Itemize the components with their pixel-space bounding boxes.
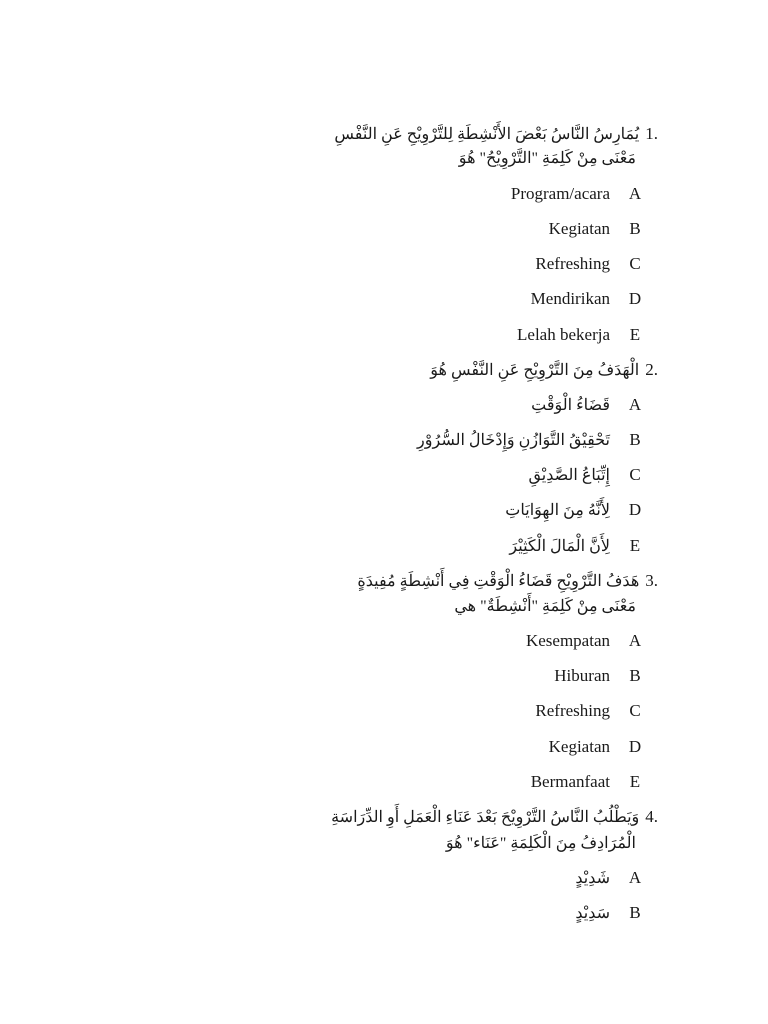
option-text: Lelah bekerja [517, 325, 610, 344]
option-letter: A [628, 184, 642, 203]
option-text: Hiburan [554, 666, 610, 685]
option-letter: C [629, 701, 641, 720]
option-1a[interactable] [511, 182, 642, 206]
option-text: Program/acara [510, 184, 610, 203]
option-text: شَدِيْدٍ [575, 870, 610, 887]
question-continuation: مَعْنَى مِنْ كَلِمَةِ "التَّرْوِيْحُ" هُوَ [458, 150, 636, 167]
option-letter: C [629, 254, 641, 273]
option-text: Kesempatan [525, 631, 610, 650]
question-number: 2. [645, 360, 658, 379]
option-text: تَحْقِيْقُ التَّوَازُنِ وَإِدْخَالُ السُّرُوْرِ [417, 432, 610, 449]
option-3c[interactable] [535, 699, 642, 723]
option-letter: C [629, 465, 641, 484]
option-letter: E [629, 536, 641, 555]
option-2c[interactable] [528, 463, 642, 487]
option-letter: B [629, 219, 641, 238]
option-text: سَدِيْدٍ [575, 905, 610, 922]
option-letter: D [628, 289, 642, 308]
option-letter: A [628, 395, 642, 414]
option-letter: D [628, 737, 642, 756]
option-3d[interactable] [549, 735, 642, 759]
question-1 [334, 122, 658, 146]
question-2 [430, 358, 658, 382]
option-text: Kegiatan [548, 737, 610, 756]
option-letter: A [628, 631, 642, 650]
option-letter: E [629, 325, 641, 344]
option-1c[interactable] [535, 252, 642, 276]
option-2a[interactable] [531, 393, 642, 417]
option-text: Refreshing [535, 701, 610, 720]
option-1d[interactable] [531, 287, 642, 311]
question-3 [357, 569, 658, 593]
option-text: لِأَنَّهُ مِنَ الهِوَايَاتِ [505, 502, 610, 519]
question-continuation: مَعْنَى مِنْ كَلِمَةِ "أَنْشِطَةٌ" هي [454, 598, 636, 615]
question-number: 3. [645, 571, 658, 590]
option-1b[interactable] [549, 217, 642, 241]
question-text: الْهَدَفُ مِنَ التَّرْوِيْحِ عَنِ النَّفْسِ هُوَ [430, 362, 640, 379]
question-text: وَيَطْلُبُ النَّاسُ التَّرْوِيْحَ بَعْدَ عَنَاءِ الْعَمَلِ أَوِ الدِّرَاسَةِ [331, 809, 640, 826]
option-2d[interactable] [505, 498, 642, 522]
option-text: Mendirikan [530, 289, 610, 308]
option-2b[interactable] [417, 428, 642, 452]
option-text: Refreshing [535, 254, 610, 273]
option-letter: B [629, 666, 641, 685]
option-3b[interactable] [554, 664, 642, 688]
option-text: قَضَاءُ الْوَقْتِ [531, 397, 610, 414]
option-letter: A [628, 868, 642, 887]
question-text: يُمَارِسُ النَّاسُ بَعْضَ الأَنْشِطَةِ لِلتَّرْوِيْحِ عَنِ النَّفْسِ [334, 126, 640, 143]
question-continuation: الْمُرَادِفُ مِنَ الْكَلِمَةِ "عَنَاء" هُوَ [445, 835, 636, 852]
option-letter: B [629, 903, 641, 922]
option-text: إِتِّبَاعُ الصَّدِيْقِ [528, 467, 610, 484]
option-1e[interactable] [517, 323, 642, 347]
question-text: هَدَفُ التَّرْوِيْحِ قَضَاءُ الْوَقْتِ فِي أَنْشِطَةٍ مُفِيدَةٍ [357, 573, 640, 590]
option-text: Kegiatan [548, 219, 610, 238]
option-4a[interactable] [575, 866, 642, 890]
option-text: لِأَنَّ الْمَالَ الْكَثِيْرَ [509, 538, 610, 555]
option-letter: B [629, 430, 641, 449]
question-number: 4. [645, 807, 658, 826]
option-letter: D [628, 500, 642, 519]
question-number: 1. [645, 124, 658, 143]
option-4b[interactable] [575, 901, 642, 925]
option-letter: E [629, 772, 641, 791]
option-text: Bermanfaat [530, 772, 610, 791]
option-3a[interactable] [526, 629, 642, 653]
option-3e[interactable] [531, 770, 642, 794]
question-4 [331, 805, 658, 829]
option-2e[interactable] [509, 534, 642, 558]
